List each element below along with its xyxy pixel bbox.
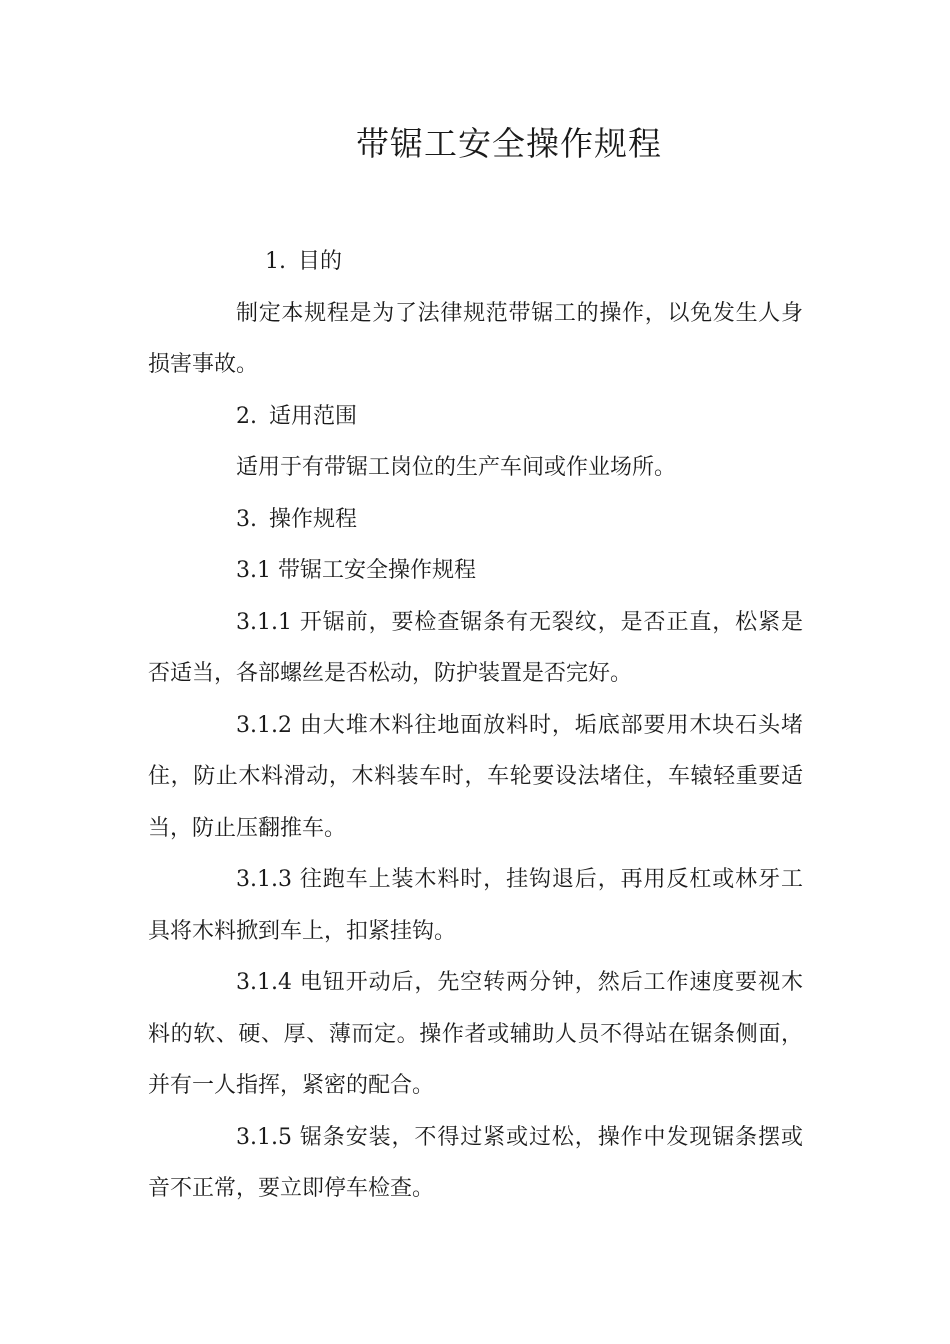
rule-item-3-1-3: 3.1.3 往跑车上装木料时，挂钩退后，再用反杠或林牙工具将木料掀到车上，扣紧挂钩。 [148, 867, 803, 944]
document-body [148, 236, 803, 1215]
rule-item-3-1-4: 3.1.4 电钮开动后，先空转两分钟，然后工作速度要视木料的软、硬、厚、薄而定。操作者或辅助人员不得站在锯条侧面，并有一人指挥，紧密的配合。 [148, 970, 803, 1098]
section-heading-1 [148, 236, 803, 288]
document-title: 带锯工安全操作规程 [356, 124, 662, 163]
section-number-1: 1. [265, 249, 286, 274]
section-heading-2 [148, 391, 803, 443]
section-heading-3 [148, 494, 803, 546]
section-title-1: 目的 [298, 249, 343, 274]
section-number-3: 3. [236, 506, 257, 532]
rule-item-3-1-5: 3.1.5 锯条安装，不得过紧或过松，操作中发现锯条摆或音不正常，要立即停车检查。 [148, 1124, 803, 1201]
section-title-3: 操作规程 [269, 506, 358, 532]
section-number-2: 2. [236, 403, 257, 429]
section-paragraph-1: 制定本规程是为了法律规范带锯工的操作，以免发生人身损害事故。 [148, 300, 803, 377]
section-paragraph-2: 适用于有带锯工岗位的生产车间或作业场所。 [236, 455, 677, 480]
section-title-2: 适用范围 [269, 403, 358, 429]
subsection-heading-3-1: 3.1 带锯工安全操作规程 [236, 558, 476, 583]
rule-item-3-1-2: 3.1.2 由大堆木料往地面放料时，垢底部要用木块石头堵住，防止木料滑动，木料装车时，车轮要设法堵住，车辕轻重要适当，防止压翻推车。 [148, 712, 803, 841]
rule-item-3-1-1: 3.1.1 开锯前，要检查锯条有无裂纹，是否正直，松紧是否适当，各部螺丝是否松动，防护装置是否完好。 [148, 609, 803, 686]
